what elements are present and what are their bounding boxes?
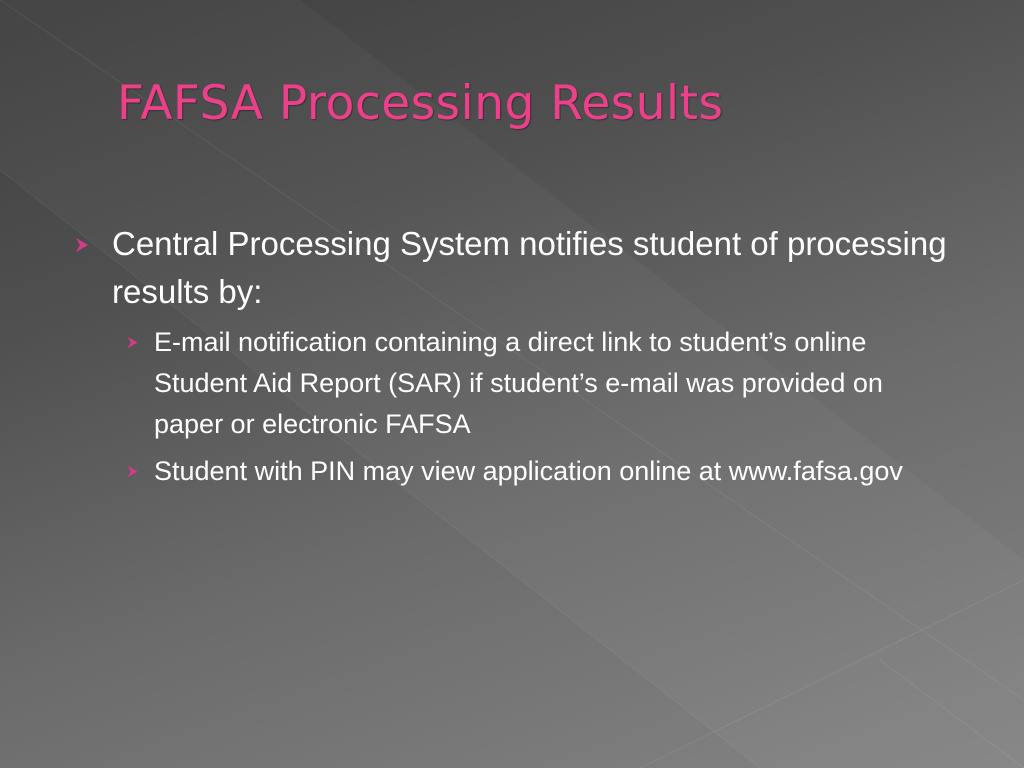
slide-title: FAFSA Processing Results xyxy=(117,76,724,131)
sub-bullet-item xyxy=(116,451,954,492)
bullet-item xyxy=(74,220,952,316)
bullet-list xyxy=(74,220,974,492)
arrow-bullet-icon xyxy=(74,237,90,253)
arrow-bullet-icon xyxy=(126,336,139,349)
sub-bullet-item xyxy=(116,322,954,445)
sub-bullet-text: Student with PIN may view application online at www.fafsa.gov xyxy=(154,456,903,486)
arrow-bullet-icon xyxy=(126,465,139,478)
sub-bullet-text: E-mail notification containing a direct link to student’s online Student Aid Report (SAR) if student’s e-mail was provided on paper or electronic FAFSA xyxy=(154,327,883,439)
bullet-text: Central Processing System notifies student of processing results by: xyxy=(112,225,947,310)
